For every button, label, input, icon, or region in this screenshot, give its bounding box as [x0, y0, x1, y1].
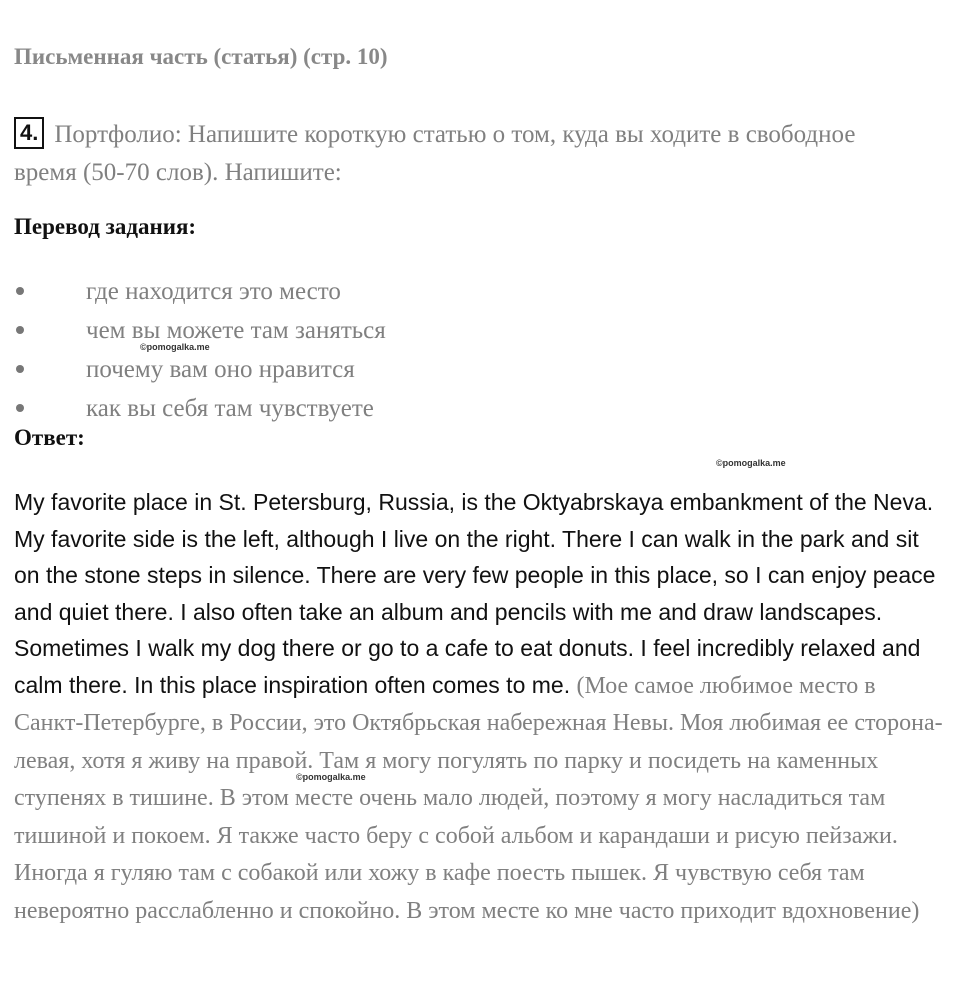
bullet-text: чем вы можете там заняться	[86, 317, 386, 344]
list-item	[14, 272, 386, 311]
list-item	[14, 350, 386, 389]
watermark: ©pomogalka.me	[140, 342, 210, 352]
answer-title: Ответ:	[14, 425, 85, 450]
bullet-text: как вы себя там чувствуете	[86, 395, 374, 422]
task-text: Портфолио: Напишите короткую статью о том, куда вы ходите в свободное время (50-70 слов). Напишите:	[14, 121, 856, 186]
bullet-icon	[16, 287, 24, 295]
translation-title: Перевод задания:	[14, 214, 197, 239]
answer-text	[14, 484, 949, 929]
bullet-icon	[16, 365, 24, 373]
answer-russian: (Мое самое любимое место в Санкт-Петербурге, в России, это Октябрьская набережная Невы. Моя любимая ее сторона-левая, хотя я живу на правой. Там я могу погулять по парку и посидеть на каменных ступенях в тишине. В этом месте очень мало людей, поэтому я могу насладиться там тишиной и покоем. Я также часто беру с собой альбом и карандаши и рисую пейзажи. Иногда я гуляю там с собакой или хожу в кафе поесть пышек. Я чувствую себя там невероятно расслабленно и спокойно. В этом месте ко мне часто приходит вдохновение)	[14, 672, 943, 924]
bullet-text: почему вам оно нравится	[86, 356, 355, 383]
watermark: ©pomogalka.me	[716, 458, 786, 468]
bullet-icon	[16, 326, 24, 334]
bullet-text: где находится это место	[86, 278, 341, 305]
answer-english: My favorite place in St. Petersburg, Russia, is the Oktyabrskaya embankment of the Neva. My favorite side is the left, although I live on the right. There I can walk in the park and sit on the stone steps in silence. There are very few people in this place, so I can enjoy peace and quiet there. I also often take an album and pencils with me and draw landscapes. Sometimes I walk my dog there or go to a cafe to eat donuts. I feel incredibly relaxed and calm there. In this place inspiration often comes to me.	[14, 489, 936, 698]
bullet-icon	[16, 404, 24, 412]
list-item	[14, 389, 386, 428]
section-title: Письменная часть (статья) (стр. 10)	[14, 44, 388, 69]
task-number: 4.	[14, 117, 44, 149]
watermark: ©pomogalka.me	[296, 772, 366, 782]
task	[14, 116, 914, 192]
